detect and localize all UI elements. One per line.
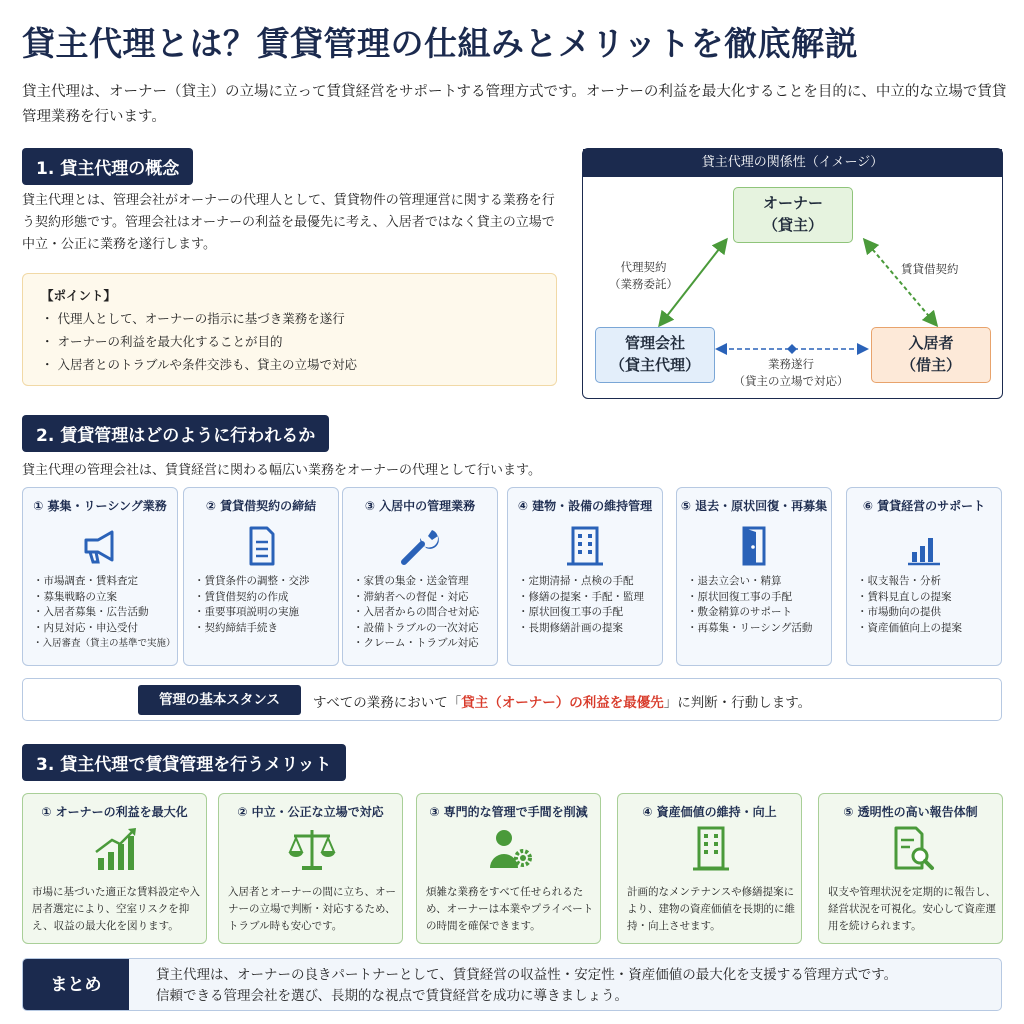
list-item: ・ 収支報告・分析 <box>857 574 962 590</box>
card-title: ② 賃貸借契約の締結 <box>205 499 317 513</box>
list-item: ・ 内見対応・申込受付 <box>33 621 176 637</box>
list-item: ・ 長期修繕計画の提案 <box>518 621 644 637</box>
label-lease-contract: 賃貸借契約 <box>901 262 959 276</box>
card-text: 市場に基づいた適正な賃料設定や入居者選定により、空室リスクを抑え、収益の最大化を図ります。 <box>32 886 200 932</box>
intro-text: 貸主代理は、オーナー（貸主）の立場に立って賃貸経営をサポートする管理方式です。オーナーの利益を最大化することを目的に、中立的な立場で賃貸管理業務を行います。 <box>22 84 1007 125</box>
list-item: ・ 入居者募集・広告活動 <box>33 605 176 621</box>
business-card-moveout <box>676 487 832 666</box>
label-business-execution <box>731 356 851 390</box>
megaphone-icon <box>78 526 122 566</box>
summary-label: まとめ <box>23 959 129 1011</box>
business-card-leasing <box>22 487 178 666</box>
merit-card-expertise <box>416 793 601 944</box>
growth-chart-icon <box>90 824 142 874</box>
card-title: ⑤ 退去・原状回復・再募集 <box>680 499 828 513</box>
page-title: 貸主代理とは？賃貸管理の仕組みとメリットを徹底解説 <box>22 24 859 63</box>
arrow-owner-tenant <box>868 244 933 321</box>
diagram-title: 貸主代理の関係性（イメージ） <box>583 149 1002 177</box>
list-item: ・ 市場調査・賃料査定 <box>33 574 176 590</box>
list-item: ・ 入居審査（貸主の基準で実施） <box>33 636 176 652</box>
report-search-icon <box>886 824 938 874</box>
summary-text <box>156 965 897 1007</box>
person-gear-icon <box>484 824 536 874</box>
node-owner-sub: （貸主） <box>762 216 823 234</box>
summary-line: 信頼できる管理会社を選び、長期的な視点で賃貸経営を成功に導きましょう。 <box>156 988 628 1004</box>
card-title: ③ 専門的な管理で手間を削減 <box>429 805 588 819</box>
door-icon <box>732 526 776 566</box>
list-item: ・ 資産価値向上の提案 <box>857 621 962 637</box>
label-agency-line1: 代理契約 <box>620 260 667 274</box>
business-card-tenancy <box>342 487 498 666</box>
card-title: ③ 入居中の管理業務 <box>364 499 476 513</box>
section2-heading: 2. 賃貸管理はどのように行われるか <box>22 415 329 452</box>
list-item: ・ 定期清掃・点検の手配 <box>518 574 644 590</box>
points-box <box>22 273 557 386</box>
stance-post: 」に判断・行動します。 <box>663 695 812 711</box>
list-item: ・ 退去立会い・精算 <box>687 574 812 590</box>
card-title: ① オーナーの利益を最大化 <box>41 805 188 819</box>
label-agency-contract <box>609 259 678 293</box>
points-title: 【ポイント】 <box>41 288 117 303</box>
business-card-support <box>846 487 1002 666</box>
list-item: ・ 契約締結手続き <box>194 621 310 637</box>
wrench-icon <box>398 526 442 566</box>
card-title: ⑥ 賃貸経営のサポート <box>862 499 986 513</box>
merit-card-asset-value <box>617 793 802 944</box>
list-item: ・ 再募集・リーシング活動 <box>687 621 812 637</box>
list-item: ・ 修繕の提案・手配・監理 <box>518 590 644 606</box>
list-item: ・ 家賃の集金・送金管理 <box>353 574 479 590</box>
label-exec-line1: 業務遂行 <box>768 357 814 371</box>
list-item: ・ 入居者からの問合せ対応 <box>353 605 479 621</box>
list-item: ・ 原状回復工事の手配 <box>518 605 644 621</box>
list-item: ・ クレーム・トラブル対応 <box>353 636 479 652</box>
node-tenant-label: 入居者 <box>908 334 954 352</box>
card-text: 収支や管理状況を定期的に報告し、経営状況を可視化。安心して資産運用を続けられます。 <box>828 886 996 932</box>
card-title: ⑤ 透明性の高い報告体制 <box>843 805 978 819</box>
list-item: ・ 賃貸条件の調整・交渉 <box>194 574 310 590</box>
node-tenant <box>871 327 991 383</box>
list-item: ・ 賃料見直しの提案 <box>857 590 962 606</box>
node-owner <box>733 187 853 243</box>
node-mgmt-label: 管理会社 <box>624 334 685 352</box>
card-title: ① 募集・リーシング業務 <box>33 499 167 513</box>
merit-card-profit <box>22 793 207 944</box>
card-title: ④ 建物・設備の維持管理 <box>517 499 653 513</box>
section1-heading: 1. 貸主代理の概念 <box>22 148 193 185</box>
relationship-diagram <box>582 148 1003 399</box>
section2-text: 貸主代理の管理会社は、賃貸経営に関わる幅広い業務をオーナーの代理として行います。 <box>22 463 541 478</box>
scales-icon <box>286 824 338 874</box>
list-item: ・ 設備トラブルの一次対応 <box>353 621 479 637</box>
business-card-maintenance <box>507 487 663 666</box>
card-text: 入居者とオーナーの間に立ち、オーナーの立場で判断・対応するため、トラブル時も安心です。 <box>228 886 396 932</box>
card-title: ② 中立・公正な立場で対応 <box>237 805 384 819</box>
list-item: ・ 市場動向の提供 <box>857 605 962 621</box>
building-icon <box>563 526 607 566</box>
bar-chart-icon <box>902 526 946 566</box>
card-title: ④ 資産価値の維持・向上 <box>642 805 777 819</box>
point-item: ・ オーナーの利益を最大化することが目的 <box>41 334 283 349</box>
point-item: ・ 入居者とのトラブルや条件交渉も、貸主の立場で対応 <box>41 357 357 372</box>
card-text: 煩雑な業務をすべて任せられるため、オーナーは本業やプライベートの時間を確保できます。 <box>426 886 594 932</box>
node-owner-label: オーナー <box>762 194 823 212</box>
section1-text: 貸主代理とは、管理会社がオーナーの代理人として、賃貸物件の管理運営に関する業務を行う契約形態です。管理会社はオーナーの利益を最優先に考え、入居者ではなく貸主の立場で中立・公正に業務を遂行します。 <box>22 193 555 252</box>
building-icon <box>685 824 737 874</box>
stance-pre: すべての業務において「 <box>313 695 462 711</box>
summary-line: 貸主代理は、オーナーの良きパートナーとして、賃貸経営の収益性・安定性・資産価値の最大化を支援する管理方式です。 <box>156 967 898 983</box>
merit-card-neutral <box>218 793 403 944</box>
section3-heading: 3. 貸主代理で賃貸管理を行うメリット <box>22 744 346 781</box>
list-item: ・ 滞納者への督促・対応 <box>353 590 479 606</box>
merit-card-transparency <box>818 793 1003 944</box>
list-item: ・ 募集戦略の立案 <box>33 590 176 606</box>
point-item: ・ 代理人として、オーナーの指示に基づき業務を遂行 <box>41 311 345 326</box>
stance-label: 管理の基本スタンス <box>138 685 301 715</box>
list-item: ・ 敷金精算のサポート <box>687 605 812 621</box>
business-card-contract <box>183 487 339 666</box>
list-item: ・ 重要事項説明の実施 <box>194 605 310 621</box>
list-item: ・ 賃貸借契約の作成 <box>194 590 310 606</box>
management-stance-bar <box>22 678 1002 721</box>
node-tenant-sub: （借主） <box>900 356 961 374</box>
document-icon <box>239 526 283 566</box>
label-agency-line2: （業務委託） <box>609 277 678 291</box>
card-text: 計画的なメンテナンスや修繕提案により、建物の資産価値を長期的に維持・向上させます。 <box>627 886 795 932</box>
stance-text <box>313 691 811 711</box>
summary-box <box>22 958 1002 1011</box>
stance-emphasis: 貸主（オーナー）の利益を最優先 <box>461 695 664 711</box>
label-exec-line2: （貸主の立場で対応） <box>733 374 849 388</box>
list-item: ・ 原状回復工事の手配 <box>687 590 812 606</box>
node-mgmt-sub: （貸主代理） <box>609 356 700 374</box>
node-management-company <box>595 327 715 383</box>
